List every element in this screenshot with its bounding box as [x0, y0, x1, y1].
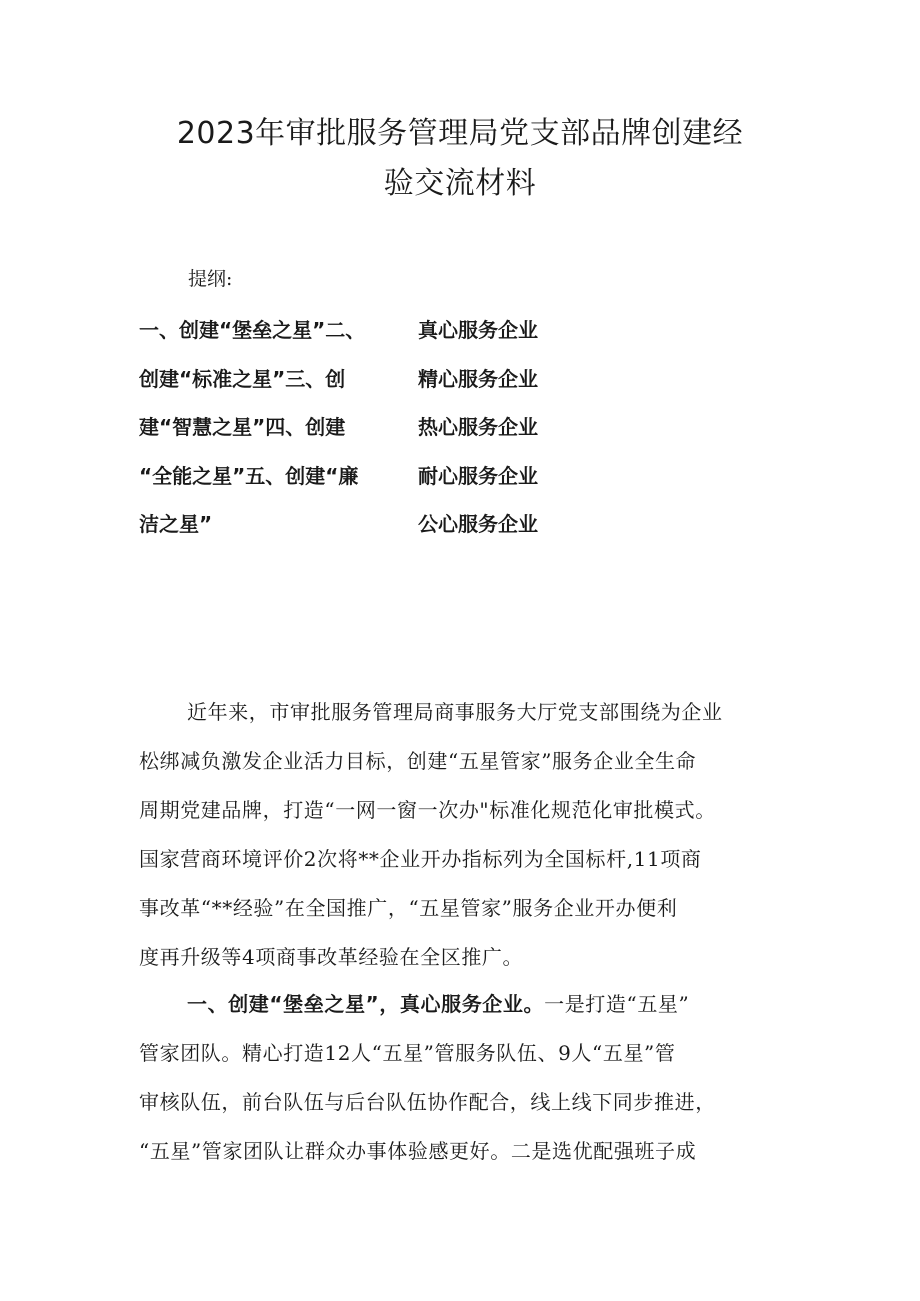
outline-right-line: 热心服务企业 [418, 415, 538, 439]
paragraph-line: 国家营商环境评价2次将**企业开办指标列为全国标杆,11项商 [139, 847, 702, 871]
document-title-line-2: 验交流材料 [383, 166, 537, 201]
outline-right-line: 精心服务企业 [418, 366, 538, 391]
outline-left-line: 建“智慧之星”四、创建 [139, 415, 346, 439]
paragraph-line: 审核队伍，前台队伍与后台队伍协作配合，线上线下同步推进， [139, 1090, 716, 1114]
outline-right-column [418, 306, 568, 549]
outline-right-line: 真心服务企业 [418, 318, 538, 342]
paragraph-line [139, 980, 789, 1029]
outline-left-line: 洁之星” [139, 512, 213, 536]
paragraph-line: 松绑减负激发企业活力目标，创建“五星管家”服务企业全生命 [139, 749, 697, 773]
paragraph-line: 近年来，市审批服务管理局商事服务大厅党支部围绕为企业 [187, 700, 723, 724]
outline-label: 提纲: [188, 268, 233, 290]
intro-paragraph [139, 688, 789, 982]
paragraph-line: 管家团队。精心打造12人“五星”管服务队伍、9人“五星”管 [139, 1041, 676, 1065]
outline-left-line: 一、创建“堡垒之星”二、 [139, 318, 366, 342]
paragraph-line: 度再升级等4项商事改革经验在全区推广。 [139, 945, 524, 969]
document-title-line-1: 2023年审批服务管理局党支部品牌创建经 [176, 116, 744, 151]
section-text: 一是打造“五星” [544, 992, 690, 1016]
outline-right-line: 耐心服务企业 [418, 463, 538, 488]
outline-right-line: 公心服务企业 [418, 512, 538, 536]
section-heading: 一、创建“堡垒之星”，真心服务企业。 [187, 992, 545, 1016]
paragraph-line: 事改革“**经验”在全国推广，“五星管家”服务企业开办便利 [139, 896, 678, 920]
outline-left-column [139, 306, 404, 549]
section-one-paragraph [139, 980, 789, 1176]
outline-left-line: 创建“标准之星”三、创 [139, 366, 346, 391]
outline-left-line: “全能之星”五、创建“廉 [139, 463, 359, 488]
paragraph-line: “五星”管家团队让群众办事体验感更好。二是选优配强班子成 [139, 1139, 697, 1163]
paragraph-line: 周期党建品牌，打造“一网一窗一次办"标准化规范化审批模式。 [139, 798, 716, 822]
